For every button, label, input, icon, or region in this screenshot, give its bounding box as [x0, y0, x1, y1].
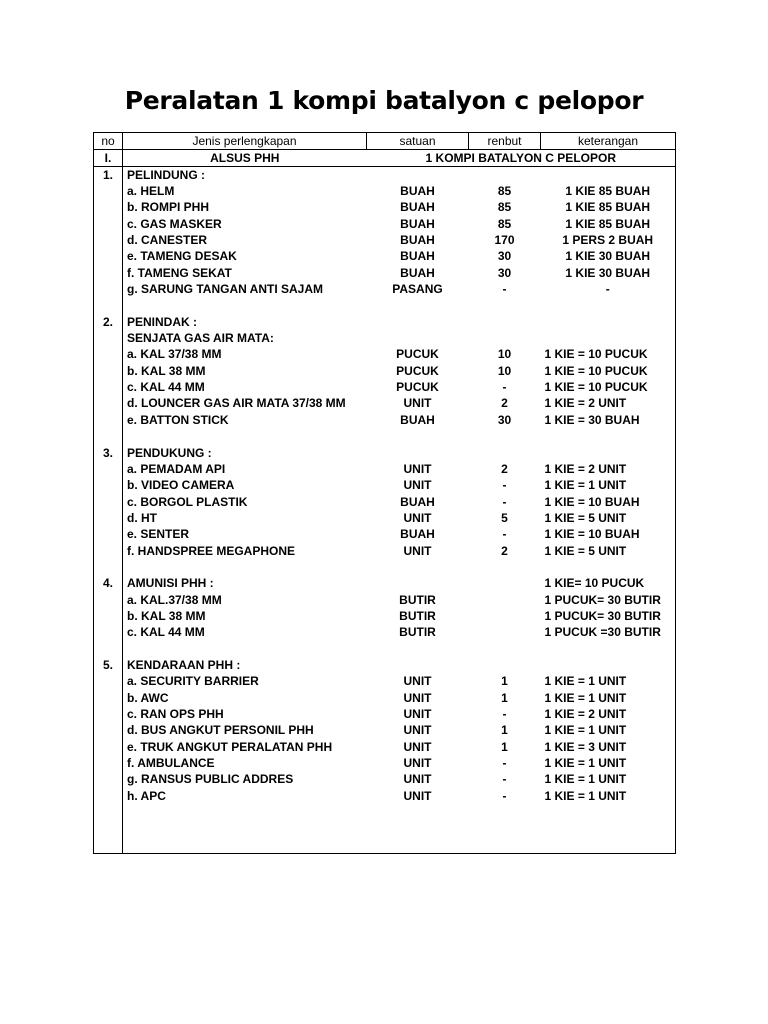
keterangan-cell: [541, 837, 676, 854]
no-cell: [94, 527, 123, 543]
group-heading: PENINDAK :: [127, 314, 198, 329]
item-name: h. APC: [127, 788, 166, 803]
spacer-row: [94, 837, 676, 854]
item-keterangan: 1 KIE 30 BUAH: [541, 249, 676, 265]
item-satuan: UNIT: [403, 756, 432, 771]
table-row: [94, 494, 676, 510]
item-renbut: 5: [501, 510, 508, 525]
item-keterangan: 1 PUCUK =30 BUTIR: [541, 625, 676, 641]
item-renbut: 2: [501, 461, 508, 476]
section-label: ALSUS PHH: [123, 150, 367, 167]
item-keterangan: -: [541, 281, 676, 297]
group-heading-row: [94, 576, 676, 592]
item-renbut: 30: [497, 265, 512, 280]
table-row: [94, 592, 676, 608]
no-cell: [94, 772, 123, 788]
table-row: [94, 772, 676, 788]
no-cell: [94, 429, 123, 445]
item-keterangan: 1 KIE 85 BUAH: [541, 200, 676, 216]
item-satuan: UNIT: [403, 788, 432, 803]
table-row: [94, 723, 676, 739]
no-cell: [94, 249, 123, 265]
item-keterangan: 1 PUCUK= 30 BUTIR: [541, 608, 676, 624]
table-row: [94, 249, 676, 265]
group-number: 3.: [94, 445, 123, 461]
item-satuan: UNIT: [403, 707, 432, 722]
group-heading: SENJATA GAS AIR MATA:: [127, 331, 274, 346]
keterangan-cell: [541, 167, 676, 184]
item-keterangan: 1 KIE = 3 UNIT: [541, 739, 676, 755]
no-cell: [94, 232, 123, 248]
item-keterangan: 1 KIE 85 BUAH: [541, 183, 676, 199]
table-row: [94, 510, 676, 526]
keterangan-cell: [541, 657, 676, 673]
item-renbut: -: [502, 788, 507, 803]
item-keterangan: 1 KIE = 10 PUCUK: [541, 363, 676, 379]
item-satuan: UNIT: [403, 461, 432, 476]
item-renbut: -: [502, 282, 507, 297]
table-row: [94, 543, 676, 559]
item-renbut: 2: [501, 396, 508, 411]
section-number: I.: [94, 150, 123, 167]
table-row: [94, 183, 676, 199]
item-renbut: -: [502, 756, 507, 771]
renbut-cell: [469, 641, 541, 657]
item-name: f. AMBULANCE: [127, 756, 215, 771]
spacer-row: [94, 804, 676, 820]
equipment-table: [93, 132, 676, 854]
item-renbut: 1: [501, 690, 508, 705]
item-satuan: UNIT: [403, 543, 432, 558]
item-name: a. SECURITY BARRIER: [127, 674, 259, 689]
item-keterangan: 1 KIE 30 BUAH: [541, 265, 676, 281]
table-row: [94, 347, 676, 363]
keterangan-cell: [541, 429, 676, 445]
spacer-row: [94, 641, 676, 657]
satuan-cell: [367, 559, 469, 575]
header-renbut: renbut: [469, 133, 541, 150]
no-cell: [94, 461, 123, 477]
table-row: [94, 216, 676, 232]
item-renbut: 1: [501, 739, 508, 754]
item-keterangan: 1 KIE = 1 UNIT: [541, 788, 676, 804]
no-cell: [94, 739, 123, 755]
renbut-cell: [469, 314, 541, 330]
group-heading: KENDARAAN PHH :: [127, 657, 241, 672]
table-row: [94, 461, 676, 477]
item-renbut: 10: [497, 347, 512, 362]
no-cell: [94, 494, 123, 510]
item-name: c. BORGOL PLASTIK: [127, 494, 248, 509]
item-satuan: BUTIR: [399, 625, 436, 640]
item-name: a. KAL.37/38 MM: [127, 592, 222, 607]
satuan-cell: [367, 167, 469, 184]
renbut-cell: [469, 298, 541, 314]
keterangan-cell: [541, 330, 676, 346]
item-name: d. BUS ANGKUT PERSONIL PHH: [127, 723, 314, 738]
no-cell: [94, 674, 123, 690]
no-cell: [94, 543, 123, 559]
group-number: 2.: [94, 314, 123, 330]
item-renbut: 1: [501, 674, 508, 689]
satuan-cell: [367, 837, 469, 854]
item-name: b. KAL 38 MM: [127, 363, 206, 378]
keterangan-cell: [541, 298, 676, 314]
item-renbut: [469, 592, 541, 608]
no-cell: [94, 183, 123, 199]
item-renbut: 85: [497, 200, 512, 215]
header-no: no: [94, 133, 123, 150]
satuan-cell: [367, 445, 469, 461]
item-keterangan: 1 KIE = 10 BUAH: [541, 494, 676, 510]
spacer-row: [94, 298, 676, 314]
item-name: g. RANSUS PUBLIC ADDRES: [127, 772, 294, 787]
renbut-cell: [469, 821, 541, 837]
table-row: [94, 265, 676, 281]
item-keterangan: 1 KIE = 1 UNIT: [541, 755, 676, 771]
item-keterangan: 1 KIE = 1 UNIT: [541, 772, 676, 788]
no-cell: [94, 804, 123, 820]
no-cell: [94, 510, 123, 526]
keterangan-cell: [541, 641, 676, 657]
no-cell: [94, 690, 123, 706]
item-renbut: -: [502, 527, 507, 542]
renbut-cell: [469, 429, 541, 445]
item-renbut: 170: [494, 233, 515, 248]
group-heading-row: [94, 445, 676, 461]
item-satuan: UNIT: [403, 510, 432, 525]
no-cell: [94, 755, 123, 771]
header-jenis: Jenis perlengkapan: [123, 133, 367, 150]
item-name: e. TRUK ANGKUT PERALATAN PHH: [127, 739, 333, 754]
item-keterangan: 1 KIE = 1 UNIT: [541, 723, 676, 739]
table-row: [94, 608, 676, 624]
item-renbut: 85: [497, 216, 512, 231]
item-renbut: 30: [497, 249, 512, 264]
jenis-cell: [123, 837, 367, 854]
item-name: c. GAS MASKER: [127, 216, 222, 231]
no-cell: [94, 265, 123, 281]
item-name: b. VIDEO CAMERA: [127, 478, 235, 493]
spacer-row: [94, 559, 676, 575]
table-row: [94, 478, 676, 494]
keterangan-cell: [541, 314, 676, 330]
satuan-cell: [367, 641, 469, 657]
item-satuan: BUAH: [400, 200, 435, 215]
jenis-cell: [123, 298, 367, 314]
no-cell: [94, 608, 123, 624]
no-cell: [94, 478, 123, 494]
item-satuan: UNIT: [403, 739, 432, 754]
satuan-cell: [367, 429, 469, 445]
table-row: [94, 281, 676, 297]
jenis-cell: [123, 429, 367, 445]
item-satuan: BUAH: [400, 249, 435, 264]
no-cell: [94, 592, 123, 608]
group-number: 4.: [94, 576, 123, 592]
item-satuan: BUAH: [400, 527, 435, 542]
item-satuan: UNIT: [403, 690, 432, 705]
keterangan-cell: 1 KIE= 10 PUCUK: [541, 576, 676, 592]
table-row: [94, 739, 676, 755]
keterangan-cell: [541, 559, 676, 575]
table-row: [94, 412, 676, 428]
table-row: [94, 232, 676, 248]
item-satuan: BUTIR: [399, 592, 436, 607]
item-name: c. RAN OPS PHH: [127, 707, 224, 722]
keterangan-cell: [541, 821, 676, 837]
no-cell: [94, 625, 123, 641]
renbut-cell: [469, 559, 541, 575]
renbut-cell: [469, 576, 541, 592]
item-renbut: -: [502, 380, 507, 395]
table-row: [94, 200, 676, 216]
group-heading-row: [94, 167, 676, 184]
renbut-cell: [469, 167, 541, 184]
jenis-cell: [123, 641, 367, 657]
renbut-cell: [469, 837, 541, 854]
item-name: f. HANDSPREE MEGAPHONE: [127, 543, 296, 558]
item-renbut: -: [502, 478, 507, 493]
item-name: b. KAL 38 MM: [127, 608, 206, 623]
item-satuan: BUAH: [400, 184, 435, 199]
item-name: b. AWC: [127, 690, 169, 705]
item-renbut: [469, 625, 541, 641]
item-satuan: PUCUK: [396, 347, 439, 362]
item-satuan: UNIT: [403, 396, 432, 411]
no-cell: [94, 330, 123, 346]
item-renbut: 85: [497, 184, 512, 199]
table-row: [94, 527, 676, 543]
table-row: [94, 706, 676, 722]
item-keterangan: 1 KIE = 1 UNIT: [541, 478, 676, 494]
item-name: g. SARUNG TANGAN ANTI SAJAM: [127, 282, 323, 297]
satuan-cell: [367, 298, 469, 314]
no-cell: [94, 706, 123, 722]
item-name: f. TAMENG SEKAT: [127, 265, 232, 280]
item-keterangan: 1 KIE = 1 UNIT: [541, 674, 676, 690]
jenis-cell: [123, 559, 367, 575]
no-cell: [94, 298, 123, 314]
table-row: [94, 396, 676, 412]
item-satuan: BUAH: [400, 233, 435, 248]
no-cell: [94, 723, 123, 739]
keterangan-cell: [541, 445, 676, 461]
group-heading: AMUNISI PHH :: [127, 576, 214, 591]
item-renbut: -: [502, 707, 507, 722]
renbut-cell: [469, 445, 541, 461]
item-keterangan: 1 KIE 85 BUAH: [541, 216, 676, 232]
group-heading: PENDUKUNG :: [127, 445, 212, 460]
keterangan-cell: [541, 804, 676, 820]
table-header-row: [94, 133, 676, 150]
item-keterangan: 1 KIE = 2 UNIT: [541, 396, 676, 412]
table-row: [94, 363, 676, 379]
table-row: [94, 755, 676, 771]
item-keterangan: 1 PUCUK= 30 BUTIR: [541, 592, 676, 608]
item-keterangan: 1 KIE = 10 BUAH: [541, 527, 676, 543]
table-row: [94, 625, 676, 641]
item-renbut: [469, 608, 541, 624]
item-name: e. BATTON STICK: [127, 412, 229, 427]
satuan-cell: [367, 576, 469, 592]
item-name: a. PEMADAM API: [127, 461, 226, 476]
renbut-cell: [469, 330, 541, 346]
header-keterangan: keterangan: [541, 133, 676, 150]
item-satuan: UNIT: [403, 478, 432, 493]
satuan-cell: [367, 657, 469, 673]
item-satuan: BUTIR: [399, 608, 436, 623]
spacer-row: [94, 821, 676, 837]
no-cell: [94, 837, 123, 854]
table-row: [94, 788, 676, 804]
table-row: [94, 379, 676, 395]
item-name: d. HT: [127, 510, 157, 525]
item-name: a. HELM: [127, 184, 175, 199]
no-cell: [94, 821, 123, 837]
jenis-cell: [123, 821, 367, 837]
satuan-cell: [367, 821, 469, 837]
item-renbut: 10: [497, 363, 512, 378]
item-name: c. KAL 44 MM: [127, 380, 205, 395]
item-satuan: BUAH: [400, 494, 435, 509]
item-renbut: 2: [501, 543, 508, 558]
table-row: [94, 674, 676, 690]
item-keterangan: 1 KIE = 1 UNIT: [541, 690, 676, 706]
renbut-cell: [469, 657, 541, 673]
group-number: 1.: [94, 167, 123, 184]
item-keterangan: 1 KIE = 2 UNIT: [541, 706, 676, 722]
group-heading-row: [94, 314, 676, 330]
item-renbut: 1: [501, 723, 508, 738]
header-satuan: satuan: [367, 133, 469, 150]
item-satuan: UNIT: [403, 674, 432, 689]
section-row: [94, 150, 676, 167]
no-cell: [94, 788, 123, 804]
item-name: c. KAL 44 MM: [127, 625, 205, 640]
item-satuan: UNIT: [403, 772, 432, 787]
item-renbut: 30: [497, 412, 512, 427]
group-heading-row: [94, 657, 676, 673]
no-cell: [94, 363, 123, 379]
group-heading: PELINDUNG :: [127, 167, 205, 182]
item-keterangan: 1 KIE = 5 UNIT: [541, 543, 676, 559]
section-info: 1 KOMPI BATALYON C PELOPOR: [367, 150, 676, 167]
table-row: [94, 690, 676, 706]
jenis-cell: [123, 804, 367, 820]
no-cell: [94, 347, 123, 363]
no-cell: [94, 412, 123, 428]
no-cell: [94, 379, 123, 395]
no-cell: [94, 281, 123, 297]
satuan-cell: [367, 804, 469, 820]
item-satuan: PUCUK: [396, 363, 439, 378]
item-satuan: BUAH: [400, 216, 435, 231]
item-keterangan: 1 PERS 2 BUAH: [541, 232, 676, 248]
item-satuan: BUAH: [400, 412, 435, 427]
satuan-cell: [367, 330, 469, 346]
renbut-cell: [469, 804, 541, 820]
item-keterangan: 1 KIE = 30 BUAH: [541, 412, 676, 428]
group-heading-row: [94, 330, 676, 346]
item-name: b. ROMPI PHH: [127, 200, 210, 215]
no-cell: [94, 396, 123, 412]
item-name: e. TAMENG DESAK: [127, 249, 237, 264]
no-cell: [94, 559, 123, 575]
item-keterangan: 1 KIE = 5 UNIT: [541, 510, 676, 526]
item-satuan: UNIT: [403, 723, 432, 738]
item-name: d. CANESTER: [127, 233, 208, 248]
item-renbut: -: [502, 772, 507, 787]
item-name: e. SENTER: [127, 527, 190, 542]
no-cell: [94, 641, 123, 657]
item-name: a. KAL 37/38 MM: [127, 347, 222, 362]
item-satuan: PUCUK: [396, 380, 439, 395]
item-satuan: BUAH: [400, 265, 435, 280]
no-cell: [94, 216, 123, 232]
no-cell: [94, 200, 123, 216]
item-keterangan: 1 KIE = 10 PUCUK: [541, 379, 676, 395]
spacer-row: [94, 429, 676, 445]
satuan-cell: [367, 314, 469, 330]
item-name: d. LOUNCER GAS AIR MATA 37/38 MM: [127, 396, 346, 411]
item-satuan: PASANG: [392, 282, 443, 297]
page-title: Peralatan 1 kompi batalyon c pelopor: [124, 86, 644, 115]
group-number: 5.: [94, 657, 123, 673]
item-keterangan: 1 KIE = 10 PUCUK: [541, 347, 676, 363]
item-renbut: -: [502, 494, 507, 509]
item-keterangan: 1 KIE = 2 UNIT: [541, 461, 676, 477]
